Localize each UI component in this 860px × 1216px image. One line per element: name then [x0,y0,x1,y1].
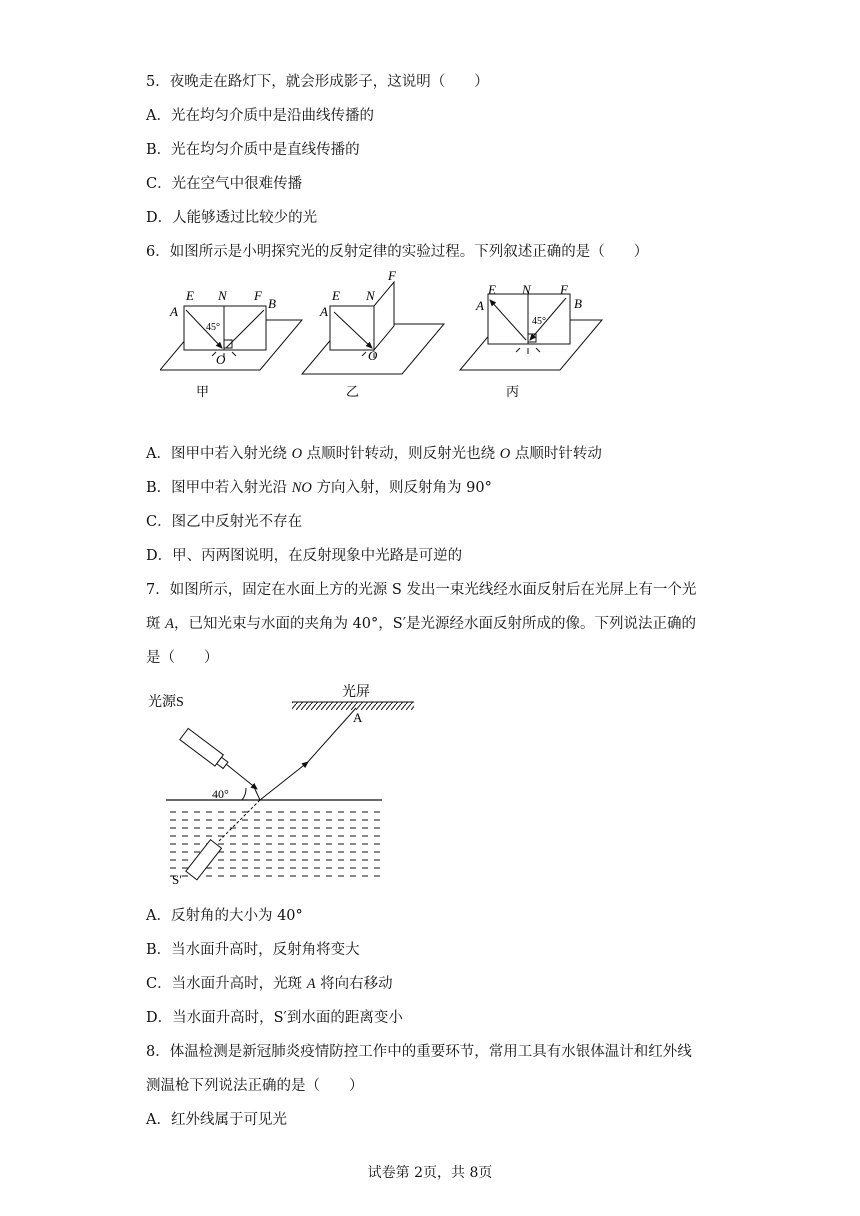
yi-label-o: O [368,348,378,363]
q7-figure [146,680,416,890]
yi-board-right-folded [374,282,394,350]
yi-label-a: A [320,304,328,319]
q6-option-b: B．图甲中若入射光沿 NO 方向入射，则反射角为 90° [146,480,492,496]
yi-label-e: E [332,288,340,303]
jia-board [184,306,266,350]
label-screen: 光屏 [342,685,370,700]
jia-label-angle: 45° [206,322,220,333]
bing-board [488,294,570,344]
jia-label-b: B [268,296,276,311]
q6-figure [160,268,620,408]
q8-stem-line2: 测温枪下列说法正确的是（ ） [146,1078,364,1094]
yi-label-f: F [388,268,396,283]
jia-label-f: F [254,288,262,303]
q7-option-b: B．当水面升高时，反射角将变大 [146,942,360,958]
jia-label-e: E [186,288,194,303]
bing-label-f: F [560,282,568,297]
label-spot-a: A [353,710,363,725]
q6-stem: 6．如图所示是小明探究光的反射定律的实验过程。下列叙述正确的是（ ） [146,244,649,260]
label-light-source: 光源S [148,695,184,710]
q8-option-a: A．红外线属于可见光 [146,1112,287,1128]
bing-label-angle: 45° [532,316,546,327]
bing-label-n: N [522,282,531,297]
q6-option-a: A．图甲中若入射光绕 O 点顺时针转动，则反射光也绕 O 点顺时针转动 [146,446,602,462]
light-source-body [180,728,230,770]
incident-ray [226,764,257,789]
page-footer: 试卷第 2页，共 8页 [367,1165,493,1181]
bing-caption: 丙 [506,384,520,399]
yi-caption: 乙 [346,384,360,399]
q7-option-a: A．反射角的大小为 40° [146,908,303,924]
jia-label-a: A [170,304,178,319]
q7-stem-line3: 是（ ） [146,650,219,666]
yi-label-n: N [366,288,375,303]
q6-option-c: C．图乙中反射光不存在 [146,514,303,530]
q5-stem: 5．夜晚走在路灯下，就会形成影子，这说明（ ） [146,74,489,90]
bing-label-b: B [574,296,582,311]
q5-option-b: B．光在均匀介质中是直线传播的 [146,142,360,158]
jia-label-n: N [218,288,227,303]
q5-option-a: A．光在均匀介质中是沿曲线传播的 [146,108,374,124]
reflected-ray [260,762,308,800]
q6-option-d: D．甲、丙两图说明，在反射现象中光路是可逆的 [146,548,463,564]
q7-stem-line1: 7．如图所示，固定在水面上方的光源 S 发出一束光线经水面反射后在光屏上有一个光 [146,582,697,598]
bing-label-e: E [488,282,496,297]
q7-option-d: D．当水面升高时，S′到水面的距离变小 [146,1010,403,1026]
q5-option-d: D．人能够透过比较少的光 [146,210,318,226]
label-angle: 40° [212,787,229,801]
angle-arc [242,788,246,800]
q7-option-c: C．当水面升高时，光斑 A 将向右移动 [146,976,393,992]
light-screen-hatch [292,702,414,710]
jia-label-o: O [216,352,226,367]
q8-stem-line1: 8．体温检测是新冠肺炎疫情防控工作中的重要环节，常用工具有水银体温计和红外线 [146,1044,692,1060]
q5-option-c: C．光在空气中很难传播 [146,176,303,192]
q7-stem-line2: 斑 A，已知光束与水面的夹角为 40°，S′是光源经水面反射所成的像。下列说法正确的 [146,616,697,632]
fig-jia [160,306,302,370]
label-image-s-prime: S′ [172,872,183,887]
bing-label-a: A [476,298,484,313]
jia-caption: 甲 [196,384,210,399]
